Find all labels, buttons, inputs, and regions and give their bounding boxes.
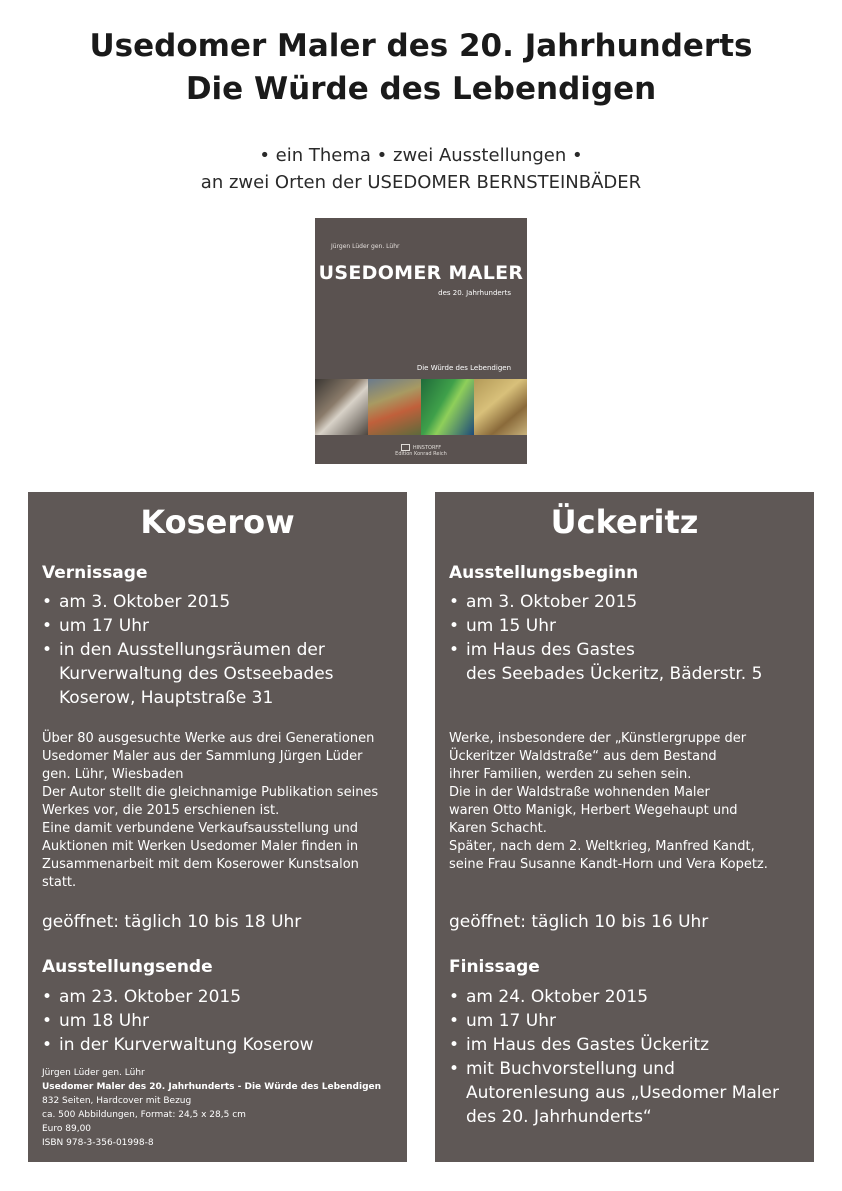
description-text: [449, 730, 809, 874]
list-item: • am 3. Oktober 2015: [449, 590, 762, 614]
info-isbn: ISBN 978-3-356-01998-8: [42, 1138, 154, 1148]
vernissage-list: [42, 590, 334, 710]
info-author: Jürgen Lüder gen. Lühr: [42, 1068, 145, 1078]
finissage-list: [449, 985, 779, 1129]
text-line: waren Otto Manigk, Herbert Wegehaupt und: [449, 803, 738, 818]
list-item: • im Haus des Gastes: [449, 638, 762, 662]
list-item-continuation: Kurverwaltung des Ostseebades: [59, 664, 334, 684]
painting-image: [315, 379, 368, 435]
text-line: Werke, insbesondere der „Künstlergruppe der: [449, 731, 747, 746]
opening-hours: geöffnet: täglich 10 bis 16 Uhr: [449, 912, 709, 932]
list-item-continuation: des Seebades Ückeritz, Bäderstr. 5: [466, 664, 763, 684]
list-item: • am 3. Oktober 2015: [42, 590, 334, 614]
publisher-logo-icon: [401, 444, 410, 451]
list-item: • am 24. Oktober 2015: [449, 985, 779, 1009]
text-line: gen. Lühr, Wiesbaden: [42, 767, 184, 782]
text-line: Über 80 ausgesuchte Werke aus drei Generationen: [42, 731, 375, 746]
text-line: Eine damit verbundene Verkaufsausstellung und: [42, 821, 359, 836]
list-item-continuation: des 20. Jahrhunderts“: [466, 1107, 652, 1127]
section-label: Ausstellungsbeginn: [449, 563, 639, 583]
list-item: • um 17 Uhr: [42, 614, 334, 638]
book-tagline: Die Würde des Lebendigen: [416, 364, 511, 372]
list-item: • in der Kurverwaltung Koserow: [42, 1033, 314, 1057]
text-line: Zusammenarbeit mit dem Koserower Kunstsalon: [42, 857, 359, 872]
section-label: Vernissage: [42, 563, 148, 583]
text-line: Auktionen mit Werken Usedomer Maler finden in: [42, 839, 359, 854]
list-item: • um 18 Uhr: [42, 1009, 314, 1033]
list-item-continuation: Autorenlesung aus „Usedomer Maler: [466, 1083, 779, 1103]
list-item: • am 23. Oktober 2015: [42, 985, 314, 1009]
book-publisher: [315, 444, 527, 457]
list-item: • mit Buchvorstellung und: [449, 1057, 779, 1081]
ueckeritz-panel: [435, 492, 814, 1162]
ausstellungsende-list: [42, 985, 314, 1057]
text-line: ihrer Familien, werden zu sehen sein.: [449, 767, 692, 782]
painting-image: [474, 379, 527, 435]
book-author: Jürgen Lüder gen. Lühr: [331, 243, 400, 250]
text-line: Ückeritzer Waldstraße“ aus dem Bestand: [449, 749, 717, 764]
description-text: [42, 730, 402, 892]
publisher-name: HINSTORFF: [412, 445, 442, 451]
info-title: Usedomer Maler des 20. Jahrhunderts - Die Würde des Lebendigen: [42, 1082, 382, 1092]
publisher-subname: Edition Konrad Reich: [395, 451, 447, 457]
list-item-continuation: Koserow, Hauptstraße 31: [59, 688, 274, 708]
painting-image: [421, 379, 474, 435]
book-subtitle: des 20. Jahrhunderts: [438, 289, 511, 297]
text-line: statt.: [42, 875, 77, 890]
painting-image: [368, 379, 421, 435]
panel-title: Koserow: [140, 503, 295, 541]
koserow-panel: [28, 492, 407, 1162]
info-format: ca. 500 Abbildungen, Format: 24,5 x 28,5 cm: [42, 1110, 246, 1120]
text-line: seine Frau Susanne Kandt-Horn und Vera Kopetz.: [449, 857, 768, 872]
list-item: • um 17 Uhr: [449, 1009, 779, 1033]
ausstellungsbeginn-list: [449, 590, 762, 686]
text-line: Usedomer Maler aus der Sammlung Jürgen Lüder: [42, 749, 363, 764]
section-label: Ausstellungsende: [42, 957, 213, 977]
info-price: Euro 89,00: [42, 1124, 92, 1134]
subtitle-line1: • ein Thema • zwei Ausstellungen •: [259, 145, 583, 166]
book-info: [42, 1066, 381, 1150]
opening-hours: geöffnet: täglich 10 bis 18 Uhr: [42, 912, 302, 932]
book-cover: [315, 218, 527, 464]
text-line: Die in der Waldstraße wohnenden Maler: [449, 785, 710, 800]
list-item: • im Haus des Gastes Ückeritz: [449, 1033, 779, 1057]
text-line: Der Autor stellt die gleichnamige Publikation seines: [42, 785, 379, 800]
text-line: Später, nach dem 2. Weltkrieg, Manfred Kandt,: [449, 839, 755, 854]
page-title-line1: Usedomer Maler des 20. Jahrhunderts: [89, 28, 753, 64]
section-label: Finissage: [449, 957, 540, 977]
list-item: • um 15 Uhr: [449, 614, 762, 638]
book-painting-strip: [315, 379, 527, 435]
book-title: USEDOMER MALER: [318, 262, 524, 284]
panel-title: Ückeritz: [550, 503, 699, 541]
text-line: Werkes vor, die 2015 erschienen ist.: [42, 803, 280, 818]
page-title-line2: Die Würde des Lebendigen: [185, 71, 657, 107]
subtitle-line2: an zwei Orten der USEDOMER BERNSTEINBÄDER: [200, 172, 642, 193]
list-item: • in den Ausstellungsräumen der: [42, 638, 334, 662]
text-line: Karen Schacht.: [449, 821, 547, 836]
info-pages: 832 Seiten, Hardcover mit Bezug: [42, 1096, 192, 1106]
